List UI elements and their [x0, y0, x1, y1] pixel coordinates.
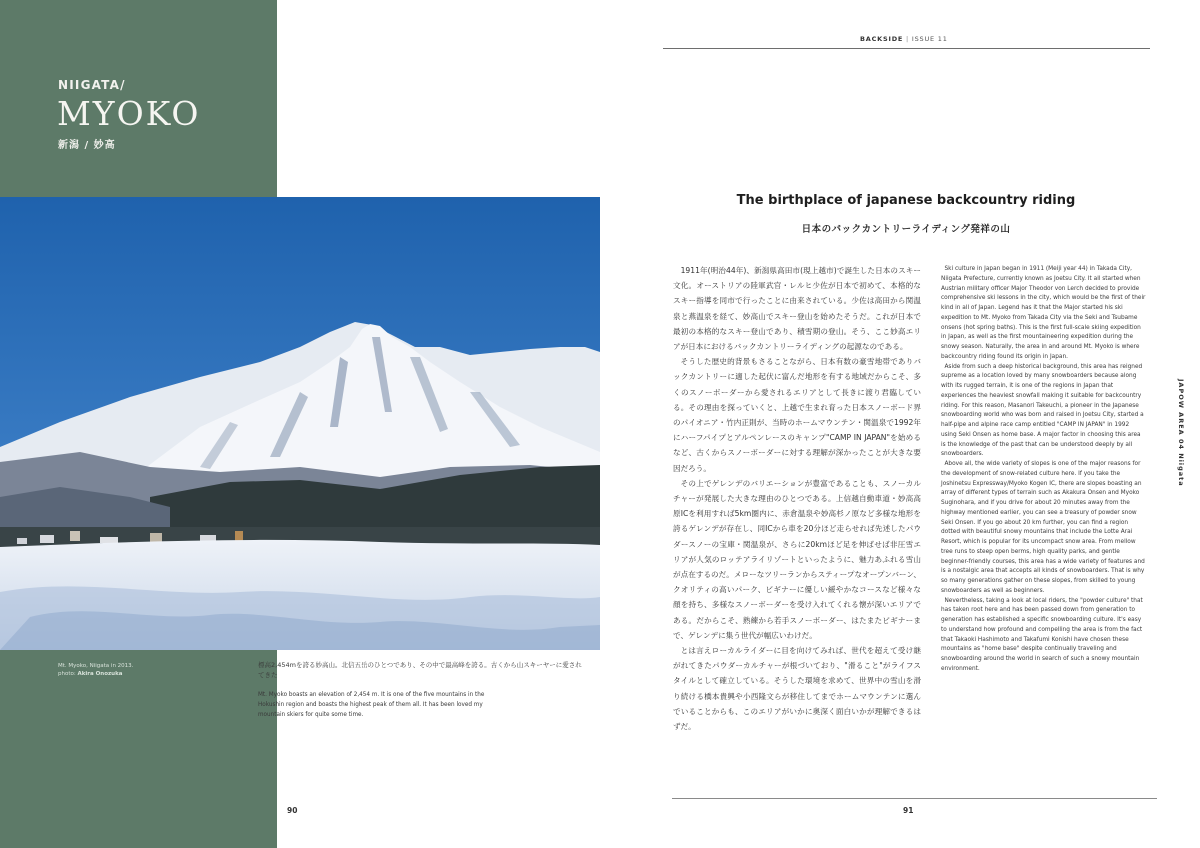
region-title: MYOKO [57, 94, 201, 133]
photo-credit [58, 663, 208, 678]
caption-jp: 標高2,454mを誇る妙高山。北信五岳のひとつであり、その中で最高峰を誇る。古くから山スキーヤーに愛されてきた [258, 661, 582, 679]
en-paragraph: Nevertheless, taking a look at local riders, the "powder culture" that has taken root here and has been passed down from generation to generation has established a specific snowboarding culture. It's easy to understand how profound and compelling the area is from the fact that Takaoki Hashimoto and Takafumi Konishi have chosen these mountains as "home base" despite continually traveling and snowboarding around the world in search of such a snowy mountain environment. [941, 597, 1143, 672]
article-title: The birthplace of japanese backcountry riding [736, 193, 1076, 208]
en-paragraph: Ski culture in Japan began in 1911 (Meiji year 44) in Takada City, Niigata Prefecture, currently known as Joetsu City. It all started when Austrian military officer Major Theodor von Lerch decided to provide comprehensive ski lessons in the city, which would be the first of their kind in all of Japan. Legend has it that the Major started his ski expedition to Mt. Myoko from Takada City via the Seki and Tsubame onsens (hot spring baths). This is the first full-scale skiing expedition in Japan, as well as the first mountaineering expedition during the snowy season. Naturally, the area in and around Mt. Myoko is where backcountry riding found its origin in Japan. [941, 266, 1146, 360]
mountain-photo [0, 197, 600, 650]
magazine-name: BACKSIDE [860, 35, 904, 43]
page-number-left: 90 [287, 806, 298, 815]
photo-caption-line: Mt. Myoko, Niigata in 2013. [58, 663, 134, 669]
running-header [860, 35, 948, 43]
header-rule [663, 48, 1150, 49]
jp-paragraph: 1911年(明治44年)、新潟県高田市(現上越市)で誕生した日本のスキー文化。オーストリアの陸軍武官・レルヒ少佐が日本で初めて、本格的なスキー指導を同市で行ったことに由来されている。少佐は高田から関温泉と燕温泉を経て、妙高山でスキー登山を始めたそうだ。これが日本で最初の本格的なスキー登山であり、積雪期の登山。そう、ここ妙高エリアが日本におけるバックカントリーライディングの起源なのである。 [673, 266, 921, 352]
side-section-label: JAPOW AREA 04 Niigata [1177, 379, 1185, 487]
header-separator: | [906, 35, 910, 43]
english-body-column [941, 265, 1146, 675]
region-jp-name: 新潟 / 妙高 [58, 140, 116, 151]
japanese-body-column [673, 263, 921, 734]
en-paragraph: Aside from such a deep historical background, this area has reigned supreme as a location loved by many snowboarders because along with its rugged terrain, it is one of the regions in Japan that experiences the heaviest snowfall making it suitable for backcountry riding. For this reason, Masanori Takeuchi, a pioneer in the Japanese snowboarding world who was born and raised in Joetsu City, started a half-pipe and alpine race camp entitled "CAMP IN JAPAN" in 1992 using Seki Onsen as home base. A major factor in choosing this area is the knowledge of the past that can be understood deeply by all snowboarders. [941, 363, 1144, 458]
article-subtitle-jp: 日本のバックカントリーライディング発祥の山 [801, 224, 1011, 235]
jp-paragraph: その上でゲレンデのバリエーションが豊富であることも、スノーカルチャーが発展した大きな理由のひとつである。上信越自動車道・妙高高原ICを利用すれば5km圏内に、赤倉温泉や妙高杉ノ原など多様な地形を誇るゲレンデが存在し、同ICから車を20分ほど走らせれば先述したパウダースノーの宝庫・関温泉が、さらに20kmほど足を伸ばせば非圧雪エリアが人気のロッテアライリゾートといったように、魅力あふれる雪山が点在するのだ。メローなツリーランからスティープなオープンバーン、クオリティの高いパーク、ビギナーに優しい緩やかなコースなど様々な顔を持ち、多様なスノーボーダーを受け入れてくれる懐が深いエリアである。だからこそ、熟練から若手スノーボーダー、はたまたビギナーまで、ゲレンデに集う世代が幅広いわけだ。 [673, 478, 921, 640]
jp-paragraph: そうした歴史的背景もさることながら、日本有数の豪雪地帯でありバックカントリーに適した起伏に富んだ地形を有する地域だからこそ、多くのスノーボーダーから愛されるエリアとして長きに渡り君臨している。その理由を探っていくと、上越で生まれ育った日本スノーボード界のパイオニア・竹内正則が、当時のホームマウンテン・関温泉で1992年にハーフパイプとアルペンレースのキャンプ"CAMP IN JAPAN"を始めるなど、古くからスノーボーダーに対する理解が深かったことが大きな要因だろう。 [673, 357, 921, 473]
en-paragraph: Above all, the wide variety of slopes is one of the major reasons for the development of snow-related culture here. If you take the Joshinetsu Expressway/Myoko Kogen IC, there are slopes boasting an array of different types of terrain such as Akakura Onsen and Myoko Suginohara, and if you drive for about 20 minutes away from the highway mentioned earlier, you can see a treasury of powder snow Seki Onsen. If you go about 20 km further, you can find a region dotted with beautiful snowy mountains that include the Lotte Arai Resort, which is popular for its uncompact snow area. From mellow tree runs to steep open berms, high quality parks, and gentle beginner-friendly courses, this area has a wide variety of features and is a nostalgic area that accepts all kinds of snowboarders. That is why so many generations gather on these slopes, from skilled to young snowboarders as well as beginners. [941, 461, 1145, 594]
photo-prefix: photo: [58, 670, 76, 677]
region-label: NIIGATA/ [58, 78, 126, 92]
photo-credit-line [58, 671, 208, 679]
photographer-name: Akira Onozuka [77, 670, 123, 677]
footer-rule [672, 798, 1157, 799]
issue-number: ISSUE 11 [911, 35, 948, 43]
jp-paragraph: とは言えローカルライダーに目を向けてみれば、世代を超えて受け継がれてきたパウダーカルチャーが根づいており、"滑ること"がライフスタイルとして確立している。そうした環境を求めて、世界中の雪山を滑り続ける橋本貴興や小西隆文らが移住してまでホームマウンテンに選んでいることからも、このエリアがいかに奥深く面白いかが理解できるはずだ。 [673, 646, 921, 732]
page-number-right: 91 [903, 806, 914, 815]
caption-en: Mt. Myoko boasts an elevation of 2,454 m. It is one of the five mountains in the Hokushin region and boasts the highest peak of them all. It has been loved my mountain skiers for quite some time. [258, 692, 485, 718]
